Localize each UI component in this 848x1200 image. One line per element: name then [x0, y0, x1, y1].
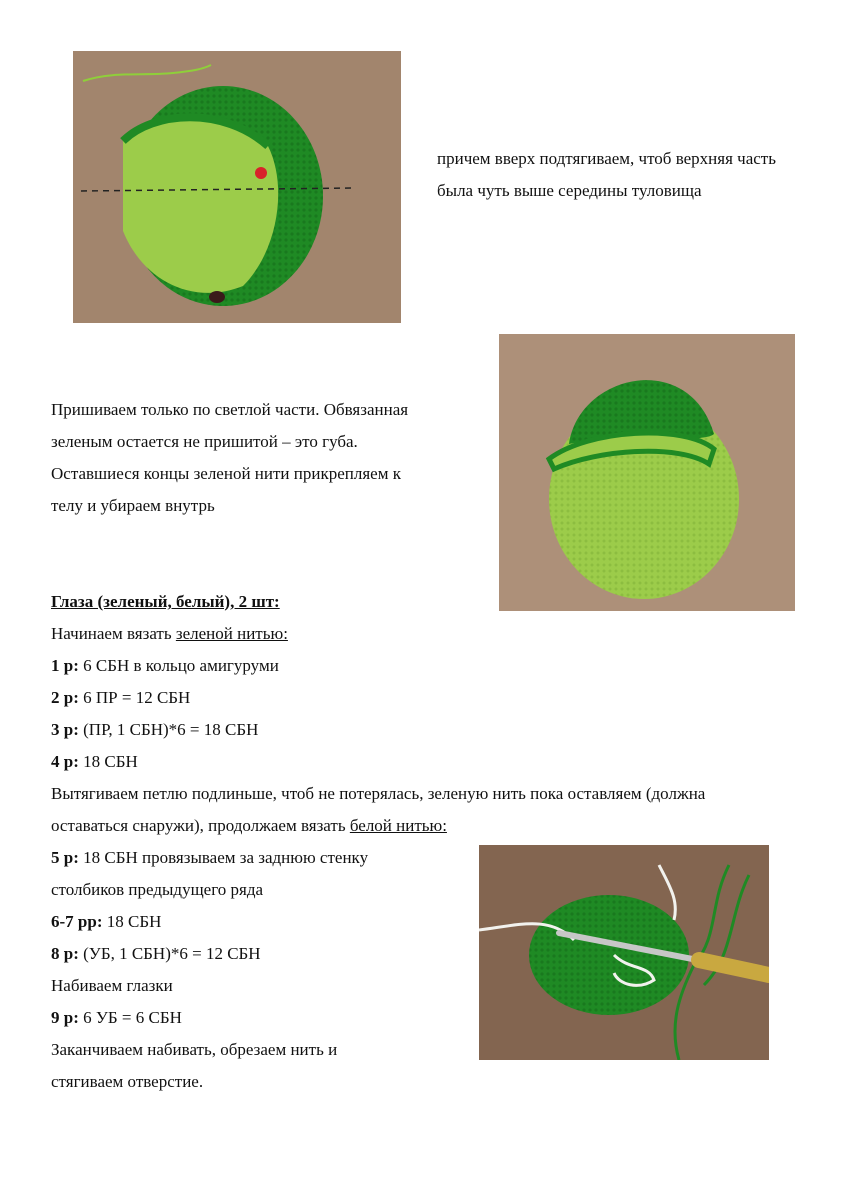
photo-eye-crochet [479, 845, 769, 1060]
eyes-heading: Глаза (зеленый, белый), 2 шт: [51, 592, 280, 611]
caption-pull-up [437, 143, 776, 207]
loop-note-line1: Вытягиваем петлю подлиньше, чтоб не потерялась, зеленую нить пока оставляем (должна [51, 784, 706, 803]
caption-line: причем вверх подтягиваем, чтоб верхняя часть [437, 149, 776, 168]
row-6-7: 6-7 рр: 18 СБН [51, 912, 162, 931]
row-2: 2 р: 6 ПР = 12 СБН [51, 688, 191, 707]
row-8: 8 р: (УБ, 1 СБН)*6 = 12 СБН [51, 944, 261, 963]
row-1: 1 р: 6 СБН в кольцо амигуруми [51, 656, 279, 675]
caption-line: телу и убираем внутрь [51, 496, 215, 515]
finish-line2: стягиваем отверстие. [51, 1072, 204, 1091]
caption-line: была чуть выше середины туловища [437, 181, 702, 200]
green-thread-label: зеленой нитью: [175, 624, 288, 643]
caption-line: Оставшиеся концы зеленой нити прикрепляем к [51, 464, 401, 483]
start-green-line: Начинаем вязать зеленой нитью: [51, 624, 288, 643]
row-3: 3 р: (ПР, 1 СБН)*6 = 18 СБН [51, 720, 259, 739]
row-9: 9 р: 6 УБ = 6 СБН [51, 1008, 182, 1027]
row-5: 5 р: 18 СБН провязываем за заднюю стенку [51, 848, 369, 867]
white-thread-label: белой нитью: [349, 816, 447, 835]
row-4: 4 р: 18 СБН [51, 752, 138, 771]
row-5-continued: столбиков предыдущего ряда [51, 880, 264, 899]
photo-sewn-body [499, 334, 795, 611]
stuff-eyes: Набиваем глазки [51, 976, 173, 995]
caption-sew [51, 394, 408, 522]
photo-body-with-lip [73, 51, 401, 323]
caption-line: Пришиваем только по светлой части. Обвязанная [51, 400, 409, 419]
loop-note-line2: оставаться снаружи), продолжаем вязать белой нитью: [51, 816, 447, 835]
finish-line1: Заканчиваем набивать, обрезаем нить и [51, 1040, 338, 1059]
caption-line: зеленым остается не пришитой – это губа. [51, 432, 358, 451]
